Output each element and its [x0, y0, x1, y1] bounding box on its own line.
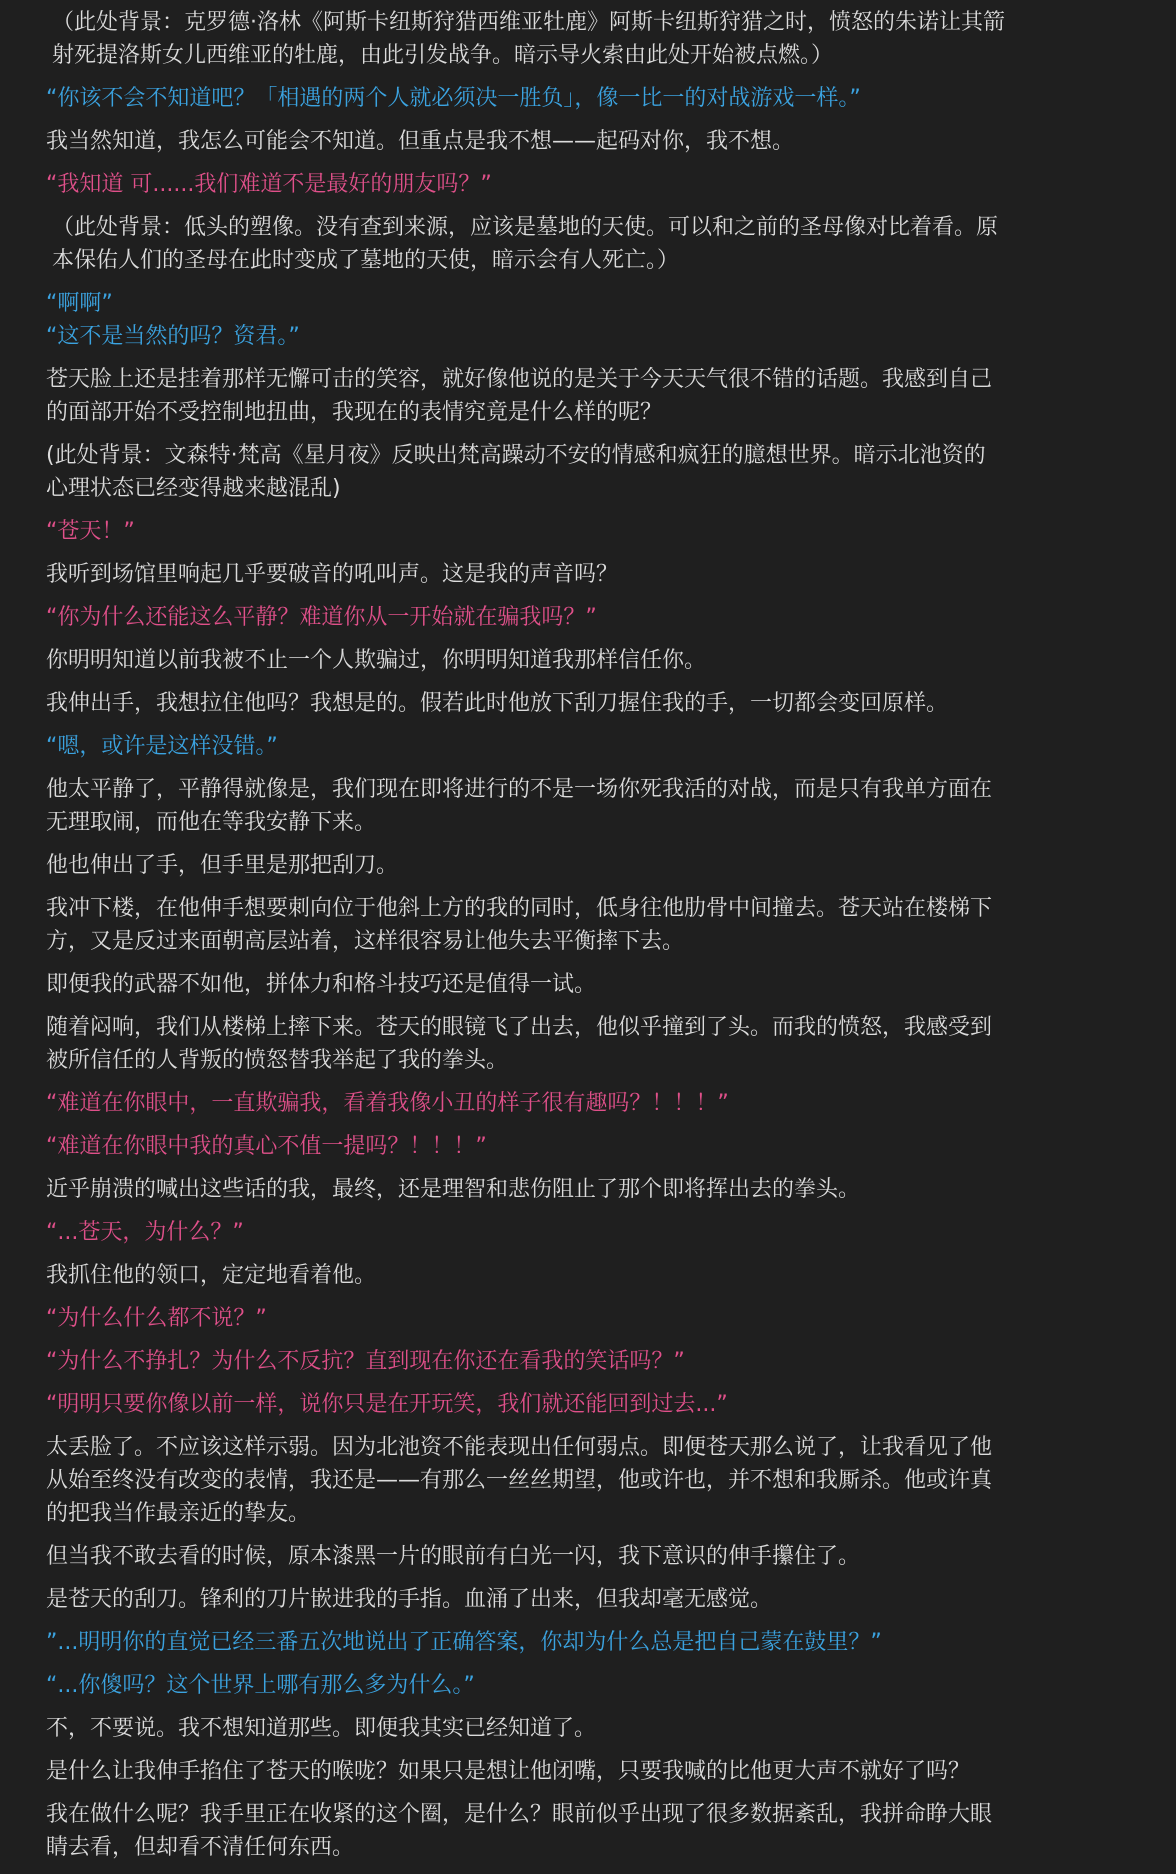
narration-paragraph: 随着闷响，我们从楼梯上摔下来。苍天的眼镜飞了出去，他似乎撞到了头。而我的愤怒，我感受到被所信任的人背叛的愤怒替我举起了我的拳头。	[46, 1015, 993, 1073]
narration-paragraph: (此处背景：文森特·梵高《星月夜》反映出梵高躁动不安的情感和疯狂的臆想世界。暗示北池资的心理状态已经变得越来越混乱)	[46, 443, 986, 501]
dialogue-line-pink: “为什么什么都不说？”	[46, 1306, 267, 1331]
dialogue-line-pink: “为什么不挣扎？为什么不反抗？直到现在你还在看我的笑话吗？”	[46, 1349, 685, 1374]
dialogue-line-pink: “苍天！”	[46, 519, 135, 544]
narration-paragraph: 苍天脸上还是挂着那样无懈可击的笑容，就好像他说的是关于今天天气很不错的话题。我感到自己的面部开始不受控制地扭曲，我现在的表情究竟是什么样的呢？	[46, 367, 993, 425]
narration-paragraph: 但当我不敢去看的时候，原本漆黑一片的眼前有白光一闪，我下意识的伸手攥住了。	[46, 1544, 861, 1569]
dialogue-line-pink: “我知道 可......我们难道不是最好的朋友吗？”	[46, 172, 492, 197]
dialogue-line-pink: “难道在你眼中我的真心不值一提吗？！！！”	[46, 1134, 487, 1159]
dialogue-line-blue: “啊啊”	[46, 291, 113, 316]
dialogue-line-blue: “...你傻吗？这个世界上哪有那么多为什么。”	[46, 1673, 475, 1698]
narration-paragraph: 我冲下楼，在他伸手想要刺向位于他斜上方的我的同时，低身往他肋骨中间撞去。苍天站在楼梯下方，又是反过来面朝高层站着，这样很容易让他失去平衡摔下去。	[46, 896, 993, 954]
narration-paragraph: 太丢脸了。不应该这样示弱。因为北池资不能表现出任何弱点。即便苍天那么说了，让我看见了他从始至终没有改变的表情，我还是——有那么一丝丝期望，他或许也，并不想和我厮杀。他或许真的把我当作最亲近的挚友。	[46, 1435, 993, 1526]
narration-paragraph: 近乎崩溃的喊出这些话的我，最终，还是理智和悲伤阻止了那个即将挥出去的拳头。	[46, 1177, 861, 1202]
dialogue-line-blue: ”...明明你的直觉已经三番五次地说出了正确答案，你却为什么总是把自己蒙在鼓里？”	[46, 1630, 882, 1655]
dialogue-line-blue: “嗯，或许是这样没错。”	[46, 734, 278, 759]
narration-paragraph: 我当然知道，我怎么可能会不知道。但重点是我不想——起码对你，我不想。	[46, 129, 795, 154]
narration-paragraph: 他也伸出了手，但手里是那把刮刀。	[46, 853, 399, 878]
dialogue-line-pink: “...苍天，为什么？”	[46, 1220, 244, 1245]
story-text	[46, 6, 1006, 1874]
narration-paragraph: 你明明知道以前我被不止一个人欺骗过，你明明知道我那样信任你。	[46, 648, 707, 673]
narration-paragraph: 是什么让我伸手掐住了苍天的喉咙？如果只是想让他闭嘴，只要我喊的比他更大声不就好了吗？	[46, 1759, 971, 1784]
narration-paragraph: 我在做什么呢？我手里正在收紧的这个圈，是什么？眼前似乎出现了很多数据紊乱，我拼命睁大眼睛去看，但却看不清任何东西。	[46, 1802, 993, 1860]
narration-paragraph: （此处背景：低头的塑像。没有查到来源，应该是墓地的天使。可以和之前的圣母像对比着看。原本保佑人们的圣母在此时变成了墓地的天使，暗示会有人死亡。）	[52, 215, 999, 273]
dialogue-line-pink: “难道在你眼中，一直欺骗我，看着我像小丑的样子很有趣吗？！！！”	[46, 1091, 729, 1116]
narration-paragraph: 我抓住他的领口，定定地看着他。	[46, 1263, 377, 1288]
narration-paragraph: 我伸出手，我想拉住他吗？我想是的。假若此时他放下刮刀握住我的手，一切都会变回原样。	[46, 691, 949, 716]
narration-paragraph: 是苍天的刮刀。锋利的刀片嵌进我的手指。血涌了出来，但我却毫无感觉。	[46, 1587, 773, 1612]
narration-paragraph: 他太平静了，平静得就像是，我们现在即将进行的不是一场你死我活的对战，而是只有我单方面在无理取闹，而他在等我安静下来。	[46, 777, 993, 835]
dialogue-line-pink: “明明只要你像以前一样，说你只是在开玩笑，我们就还能回到过去...”	[46, 1392, 728, 1417]
dialogue-line-blue: “你该不会不知道吧？「相遇的两个人就必须决一胜负」，像一比一的对战游戏一样。”	[46, 86, 861, 111]
dialogue-line-pink: “你为什么还能这么平静？难道你从一开始就在骗我吗？”	[46, 605, 597, 630]
dialogue-line-blue: “这不是当然的吗？资君。”	[46, 324, 300, 349]
narration-paragraph: 即便我的武器不如他，拼体力和格斗技巧还是值得一试。	[46, 972, 597, 997]
narration-paragraph: 我听到场馆里响起几乎要破音的吼叫声。这是我的声音吗？	[46, 562, 619, 587]
narration-paragraph: 不，不要说。我不想知道那些。即便我其实已经知道了。	[46, 1716, 597, 1741]
narration-paragraph: （此处背景：克罗德·洛林《阿斯卡纽斯狩猎西维亚牡鹿》阿斯卡纽斯狩猎之时，愤怒的朱诺让其箭射死提洛斯女儿西维亚的牡鹿，由此引发战争。暗示导火索由此处开始被点燃。）	[52, 10, 1005, 68]
